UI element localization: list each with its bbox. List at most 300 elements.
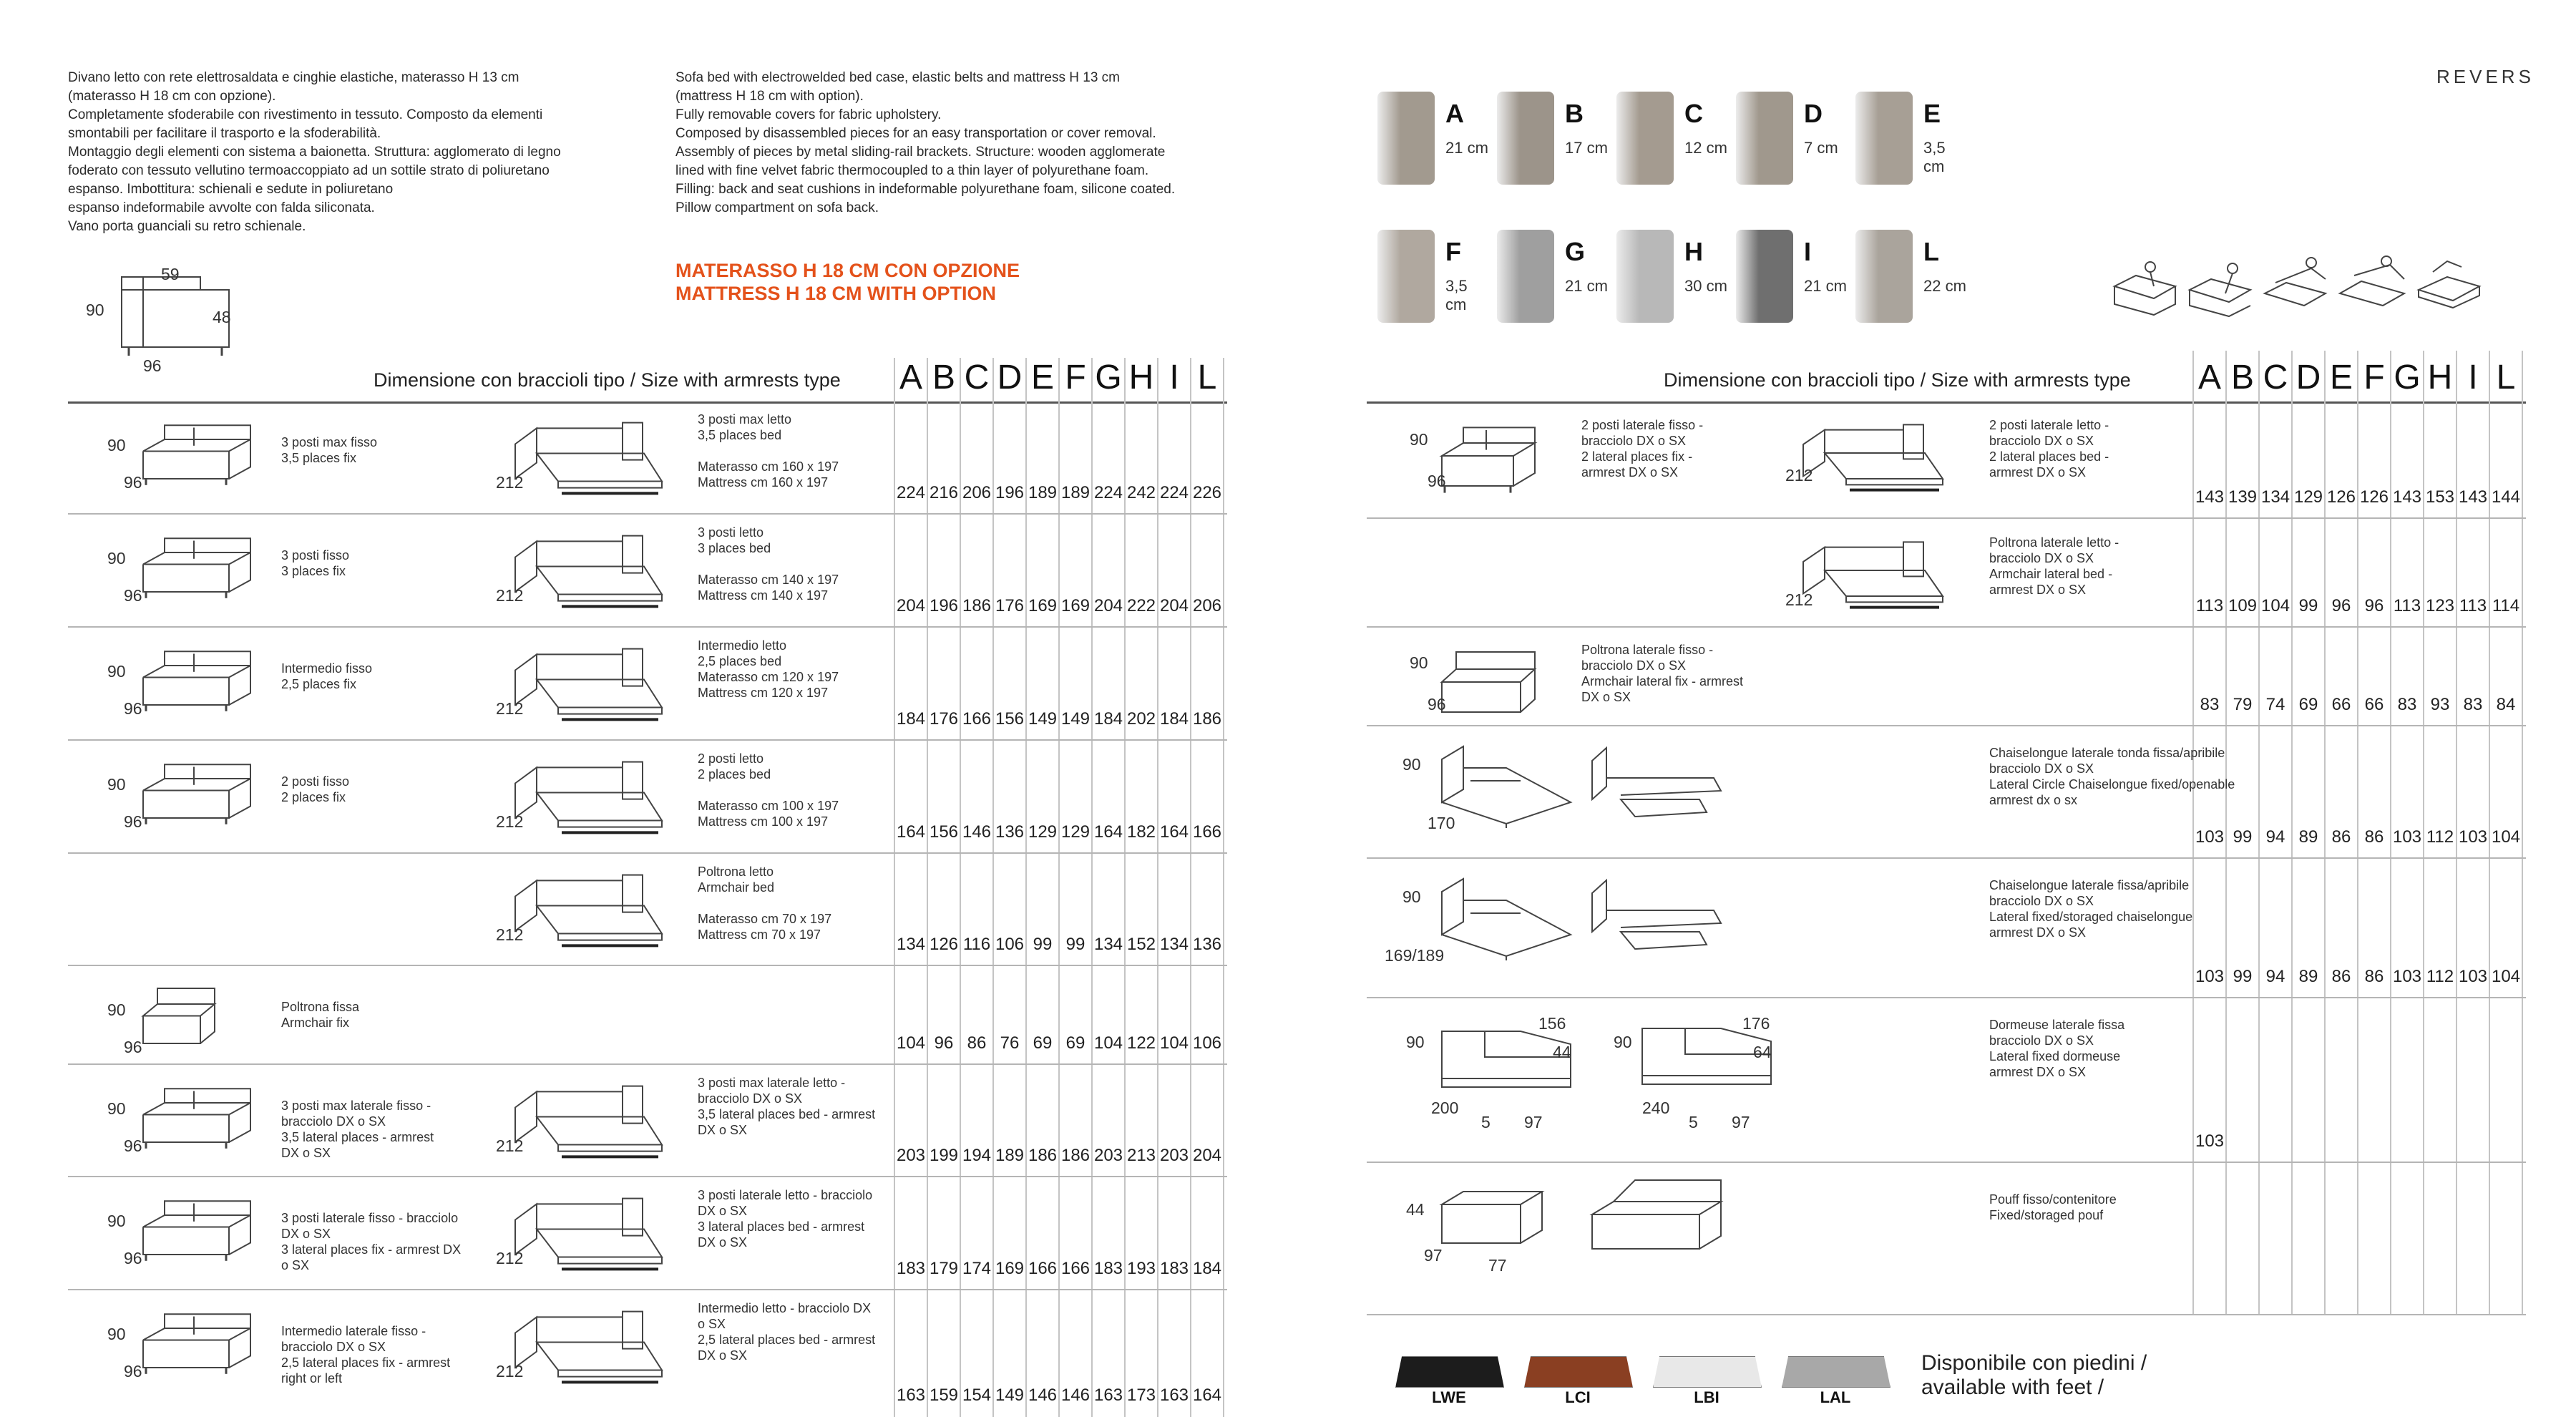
foot-finish-label: LCI bbox=[1565, 1388, 1591, 1406]
value-cell: 122 bbox=[1126, 1033, 1156, 1053]
armrest-letter: C bbox=[1684, 99, 1703, 128]
value-cell: 224 bbox=[1093, 483, 1123, 502]
value-cell: 176 bbox=[929, 709, 959, 729]
value-cell bbox=[2489, 1131, 2522, 1151]
row-values bbox=[894, 709, 1224, 729]
value-cell: 103 bbox=[2195, 967, 2225, 986]
fixed-sofa-label: Intermedio laterale fisso - bracciolo DX o SX 2,5 lateral places fix - armrest right or left bbox=[281, 1324, 451, 1386]
sofa-bed-drawing bbox=[508, 1075, 665, 1168]
armrest-width: 7 cm bbox=[1804, 139, 1838, 157]
column-letter: L bbox=[1197, 359, 1217, 396]
sofa-bed-drawing bbox=[508, 525, 665, 618]
value-cell: 176 bbox=[995, 596, 1025, 615]
dim-bed-length: 212 bbox=[496, 586, 524, 605]
value-cell: 143 bbox=[2392, 487, 2422, 507]
value-cell: 199 bbox=[929, 1146, 959, 1165]
armrest-option bbox=[1736, 92, 1850, 192]
value-cell: 189 bbox=[995, 1146, 1025, 1165]
value-cell: 69 bbox=[1033, 1033, 1053, 1053]
row-values bbox=[894, 1259, 1224, 1279]
dim-width: 96 bbox=[124, 812, 142, 831]
value-cell: 183 bbox=[1093, 1259, 1123, 1278]
dim-width: 96 bbox=[124, 473, 142, 492]
fixed-sofa-drawing bbox=[136, 1192, 265, 1270]
dim-bed-length: 212 bbox=[496, 699, 524, 718]
dimension-label: 90 bbox=[1614, 1033, 1632, 1051]
dim-bed-length: 212 bbox=[496, 1362, 524, 1381]
value-cell: 184 bbox=[896, 709, 926, 729]
dim-bed-length: 212 bbox=[496, 1249, 524, 1267]
value-cell: 126 bbox=[929, 935, 959, 954]
value-cell: 182 bbox=[1126, 822, 1156, 842]
value-cell: 112 bbox=[2426, 827, 2454, 847]
column-letter: F bbox=[1065, 359, 1086, 396]
column-letter: E bbox=[2329, 359, 2353, 396]
dim-height: 90 bbox=[107, 436, 126, 454]
option-italian: MATERASSO H 18 CM CON OPZIONE bbox=[675, 260, 1020, 281]
armrest-swatch bbox=[1616, 92, 1674, 185]
value-cell: 146 bbox=[1028, 1386, 1058, 1405]
module-label: 2 posti laterale letto - bracciolo DX o SX 2 lateral places bed - armrest DX o SX bbox=[1989, 418, 2109, 479]
armrest-letter: H bbox=[1684, 237, 1703, 266]
value-cell: 106 bbox=[995, 935, 1025, 954]
foot-finish-swatch bbox=[1524, 1356, 1633, 1388]
value-cell: 66 bbox=[2331, 695, 2351, 714]
dimension-label: 90 bbox=[1406, 1033, 1425, 1051]
value-cell: 104 bbox=[2491, 827, 2521, 847]
table-row bbox=[1367, 859, 2526, 998]
value-cell: 156 bbox=[995, 709, 1025, 729]
fixed-sofa-drawing bbox=[136, 1305, 265, 1383]
foot-finish-label: LBI bbox=[1694, 1388, 1719, 1406]
value-cell: 86 bbox=[2331, 827, 2351, 847]
sofa-bed-label: 2 posti letto 2 places bed Materasso cm 100 x 197 Mattress cm 100 x 197 bbox=[698, 751, 839, 829]
value-cell: 134 bbox=[1093, 935, 1123, 954]
value-cell: 104 bbox=[2491, 967, 2521, 986]
diagram-width: 96 bbox=[143, 356, 162, 375]
column-letter: D bbox=[2296, 359, 2321, 396]
fixed-sofa-label: 3 posti laterale fisso - bracciolo DX o SX 3 lateral places fix - armrest DX o SX bbox=[281, 1211, 462, 1272]
table-row bbox=[68, 741, 1227, 854]
sofa-bed-label: Intermedio letto - bracciolo DX o SX 2,5 lateral places bed - armrest DX o SX bbox=[698, 1301, 876, 1363]
value-cell: 139 bbox=[2228, 487, 2258, 507]
value-cell: 193 bbox=[1126, 1259, 1156, 1278]
value-cell: 224 bbox=[896, 483, 926, 502]
value-cell: 99 bbox=[2298, 596, 2318, 615]
value-cell: 204 bbox=[896, 596, 926, 615]
value-cell: 169 bbox=[1028, 596, 1058, 615]
value-cell: 183 bbox=[896, 1259, 926, 1278]
armrest-width: 3,5 cm bbox=[1445, 277, 1468, 313]
value-cell: 206 bbox=[1192, 596, 1222, 615]
dimension-label: 5 bbox=[1481, 1113, 1491, 1131]
value-cell: 179 bbox=[929, 1259, 959, 1278]
value-cell: 166 bbox=[1028, 1259, 1058, 1278]
row-values bbox=[894, 1386, 1224, 1406]
value-cell: 103 bbox=[2195, 827, 2225, 847]
armrest-swatch bbox=[1616, 230, 1674, 323]
foot-finish-label: LWE bbox=[1432, 1388, 1466, 1406]
value-cell: 136 bbox=[1192, 935, 1222, 954]
value-cell: 164 bbox=[1159, 822, 1189, 842]
value-cell: 186 bbox=[1028, 1146, 1058, 1165]
module-drawing bbox=[1435, 875, 1578, 960]
value-cell: 129 bbox=[2293, 487, 2323, 507]
value-cell: 156 bbox=[929, 822, 959, 842]
dim-width: 96 bbox=[124, 586, 142, 605]
value-cell: 113 bbox=[2195, 596, 2224, 615]
module-open-drawing bbox=[1585, 739, 1728, 825]
fixed-sofa-drawing bbox=[136, 980, 265, 1059]
row-values bbox=[894, 1146, 1224, 1166]
column-letter: C bbox=[2263, 359, 2288, 396]
value-cell: 86 bbox=[2331, 967, 2351, 986]
value-cell: 166 bbox=[1192, 822, 1222, 842]
armrest-width: 21 cm bbox=[1804, 277, 1847, 295]
dim-bed-length: 212 bbox=[496, 473, 524, 492]
dim-height: 90 bbox=[107, 1099, 126, 1118]
value-cell: 163 bbox=[1093, 1386, 1123, 1405]
armrest-option bbox=[1377, 92, 1492, 192]
armrest-swatch bbox=[1497, 92, 1554, 185]
fixed-sofa-label: 3 posti max fisso 3,5 places fix bbox=[281, 435, 378, 465]
column-letter: I bbox=[1169, 359, 1179, 396]
value-cell: 116 bbox=[962, 935, 991, 954]
value-cell: 99 bbox=[2233, 827, 2253, 847]
module-open-drawing bbox=[1796, 414, 1946, 500]
table-row bbox=[1367, 401, 2526, 519]
value-cell: 203 bbox=[1093, 1146, 1123, 1165]
value-cell: 99 bbox=[1033, 935, 1053, 954]
row-values bbox=[2193, 695, 2522, 715]
sofa-bed-drawing bbox=[508, 638, 665, 731]
value-cell: 164 bbox=[1192, 1386, 1222, 1405]
armrest-swatch bbox=[1497, 230, 1554, 323]
value-cell: 103 bbox=[2392, 967, 2422, 986]
armrest-swatch bbox=[1736, 92, 1793, 185]
armrest-width: 21 cm bbox=[1565, 277, 1608, 295]
sofa-bed-label: 3 posti letto 3 places bed Materasso cm 140 x 197 Mattress cm 140 x 197 bbox=[698, 525, 839, 603]
dimension-label: 96 bbox=[1428, 695, 1446, 714]
value-cell: 196 bbox=[995, 483, 1025, 502]
table-row bbox=[1367, 628, 2526, 726]
value-cell: 202 bbox=[1126, 709, 1156, 729]
value-cell: 154 bbox=[962, 1386, 992, 1405]
value-cell: 134 bbox=[1159, 935, 1189, 954]
table-row bbox=[1367, 998, 2526, 1163]
dim-bed-length: 212 bbox=[1785, 590, 1813, 609]
value-cell: 194 bbox=[962, 1146, 992, 1165]
armrest-width: 21 cm bbox=[1445, 139, 1488, 157]
armrest-option bbox=[1855, 92, 1970, 192]
brand-name: REVERS bbox=[2436, 66, 2534, 87]
dim-width: 96 bbox=[124, 699, 142, 718]
dim-height: 90 bbox=[107, 1000, 126, 1019]
dim-height: 90 bbox=[107, 1325, 126, 1343]
value-cell: 136 bbox=[995, 822, 1025, 842]
value-cell: 104 bbox=[1093, 1033, 1123, 1053]
value-cell: 196 bbox=[929, 596, 959, 615]
table-row bbox=[68, 515, 1227, 628]
fixed-module-label: 2 posti laterale fisso - bracciolo DX o SX 2 lateral places fix - armrest DX o SX bbox=[1581, 418, 1704, 479]
armrest-option bbox=[1497, 230, 1611, 330]
value-cell: 204 bbox=[1192, 1146, 1222, 1165]
value-cell: 134 bbox=[2260, 487, 2290, 507]
armrest-letter: L bbox=[1923, 237, 1939, 266]
value-cell: 183 bbox=[1159, 1259, 1189, 1278]
dimension-label: 240 bbox=[1642, 1099, 1670, 1117]
column-letter: G bbox=[1095, 359, 1122, 396]
module-label: Dormeuse laterale fissa bracciolo DX o SX Lateral fixed dormeuse armrest DX o SX bbox=[1989, 1018, 2125, 1079]
armrest-swatch bbox=[1377, 230, 1435, 323]
column-letter: A bbox=[899, 359, 922, 396]
value-cell: 166 bbox=[962, 709, 992, 729]
sofa-bed-drawing bbox=[508, 1300, 665, 1393]
value-cell: 149 bbox=[1028, 709, 1058, 729]
value-cell: 89 bbox=[2298, 967, 2318, 986]
value-cell: 103 bbox=[2195, 1131, 2225, 1151]
column-letter: H bbox=[1128, 359, 1154, 396]
value-cell: 184 bbox=[1093, 709, 1123, 729]
sofa-bed-label: 3 posti laterale letto - bracciolo DX o SX 3 lateral places bed - armrest DX o SX bbox=[698, 1188, 873, 1250]
fixed-sofa-label: Intermedio fisso 2,5 places fix bbox=[281, 661, 373, 691]
value-cell: 76 bbox=[1000, 1033, 1020, 1053]
dimension-label: 156 bbox=[1538, 1014, 1566, 1033]
module-drawing bbox=[1435, 417, 1549, 503]
dim-width: 96 bbox=[124, 1249, 142, 1267]
row-values bbox=[894, 483, 1224, 503]
dim-width: 96 bbox=[124, 1038, 142, 1056]
value-cell: 126 bbox=[2359, 487, 2389, 507]
value-cell: 99 bbox=[2233, 967, 2253, 986]
value-cell: 163 bbox=[896, 1386, 926, 1405]
value-cell: 189 bbox=[1060, 483, 1091, 502]
value-cell: 66 bbox=[2364, 695, 2384, 714]
armrest-option bbox=[1616, 92, 1731, 192]
dimension-label: 90 bbox=[1410, 653, 1428, 672]
dimension-label: 5 bbox=[1689, 1113, 1698, 1131]
table-row bbox=[68, 1290, 1227, 1417]
dim-bed-length: 212 bbox=[496, 1136, 524, 1155]
foot-finish-label: LAL bbox=[1820, 1388, 1851, 1406]
value-cell: 112 bbox=[2426, 967, 2454, 986]
row-values bbox=[2193, 1131, 2522, 1151]
column-letter: C bbox=[964, 359, 990, 396]
armrest-width: 3,5 cm bbox=[1923, 139, 1946, 175]
value-cell: 104 bbox=[1159, 1033, 1189, 1053]
feet-availability-text: Disponibile con piedini / available with feet / bbox=[1921, 1351, 2147, 1399]
dimension-label: 170 bbox=[1428, 814, 1455, 832]
value-cell: 86 bbox=[2364, 827, 2384, 847]
armrest-letter: A bbox=[1445, 99, 1464, 128]
dimension-label: 96 bbox=[1428, 472, 1446, 490]
sofa-bed-drawing bbox=[508, 1187, 665, 1280]
value-cell bbox=[2325, 1131, 2358, 1151]
column-letter: G bbox=[2394, 359, 2421, 396]
sofa-bed-label: Intermedio letto 2,5 places bed Materasso cm 120 x 197 Mattress cm 120 x 197 bbox=[698, 638, 839, 700]
dim-height: 90 bbox=[107, 1212, 126, 1230]
sofa-bed-label: Poltrona letto Armchair bed Materasso cm 70 x 197 Mattress cm 70 x 197 bbox=[698, 865, 832, 942]
table-row bbox=[68, 1065, 1227, 1177]
value-cell: 222 bbox=[1126, 596, 1156, 615]
value-cell: 114 bbox=[2492, 596, 2520, 615]
column-letter: A bbox=[2197, 359, 2221, 396]
module-drawing bbox=[1435, 1179, 1549, 1265]
value-cell bbox=[2457, 1131, 2489, 1151]
dim-bed-length: 212 bbox=[1785, 466, 1813, 484]
column-letter: B bbox=[2230, 359, 2254, 396]
value-cell: 166 bbox=[1060, 1259, 1091, 1278]
value-cell: 204 bbox=[1093, 596, 1123, 615]
dim-bed-length: 212 bbox=[496, 925, 524, 944]
value-cell: 104 bbox=[896, 1033, 926, 1053]
value-cell: 203 bbox=[896, 1146, 926, 1165]
value-cell: 242 bbox=[1126, 483, 1156, 502]
row-values bbox=[894, 596, 1224, 616]
dim-bed-length: 212 bbox=[496, 812, 524, 831]
right-table-title: Dimensione con braccioli tipo / Size with armrests type bbox=[1664, 369, 2131, 391]
row-values bbox=[2193, 596, 2522, 616]
value-cell: 123 bbox=[2425, 596, 2455, 615]
module-label: Poltrona laterale letto - bracciolo DX o SX Armchair lateral bed - armrest DX o SX bbox=[1989, 535, 2119, 597]
sofa-bed-drawing bbox=[508, 864, 665, 957]
diagram-height: 90 bbox=[86, 301, 104, 319]
fixed-sofa-label: 3 posti max laterale fisso - bracciolo DX o SX 3,5 lateral places - armrest DX o SX bbox=[281, 1099, 434, 1160]
row-values bbox=[2193, 487, 2522, 507]
module-open-drawing bbox=[1796, 532, 1946, 618]
value-cell bbox=[2292, 1131, 2325, 1151]
value-cell: 84 bbox=[2496, 695, 2516, 714]
fixed-sofa-label: 3 posti fisso 3 places fix bbox=[281, 548, 350, 578]
foot-finish-swatch bbox=[1395, 1356, 1504, 1388]
value-cell: 203 bbox=[1159, 1146, 1189, 1165]
diagram-depth: 59 bbox=[161, 265, 180, 283]
armrest-option bbox=[1616, 230, 1731, 330]
value-cell bbox=[2226, 1131, 2259, 1151]
dimension-label: 90 bbox=[1402, 887, 1421, 906]
column-letter: B bbox=[932, 359, 955, 396]
value-cell: 109 bbox=[2228, 596, 2258, 615]
sofa-bed-label: 3 posti max letto 3,5 places bed Materasso cm 160 x 197 Mattress cm 160 x 197 bbox=[698, 412, 839, 490]
value-cell: 169 bbox=[1060, 596, 1091, 615]
value-cell: 134 bbox=[896, 935, 926, 954]
value-cell: 93 bbox=[2430, 695, 2450, 714]
dimension-label: 44 bbox=[1406, 1200, 1425, 1219]
value-cell: 186 bbox=[1192, 709, 1222, 729]
fixed-sofa-drawing bbox=[136, 529, 265, 608]
table-row bbox=[1367, 726, 2526, 859]
dimension-label: 90 bbox=[1402, 755, 1421, 774]
value-cell: 149 bbox=[1060, 709, 1091, 729]
dimension-label: 90 bbox=[1410, 430, 1428, 449]
value-cell bbox=[2259, 1131, 2292, 1151]
module-open-drawing bbox=[1585, 1176, 1728, 1262]
value-cell bbox=[2391, 1131, 2424, 1151]
dimension-label: 97 bbox=[1732, 1113, 1750, 1131]
value-cell: 103 bbox=[2458, 827, 2488, 847]
armrest-letter: I bbox=[1804, 237, 1812, 266]
fixed-sofa-label: Poltrona fissa Armchair fix bbox=[281, 1000, 360, 1030]
left-table-title: Dimensione con braccioli tipo / Size with armrests type bbox=[374, 369, 841, 391]
dimension-label: 77 bbox=[1488, 1256, 1507, 1275]
value-cell: 83 bbox=[2200, 695, 2220, 714]
option-english: MATTRESS H 18 CM WITH OPTION bbox=[675, 283, 997, 304]
column-letter: D bbox=[997, 359, 1023, 396]
value-cell: 129 bbox=[1028, 822, 1058, 842]
value-cell: 153 bbox=[2425, 487, 2455, 507]
value-cell: 83 bbox=[2463, 695, 2483, 714]
foot-finish-swatch bbox=[1782, 1356, 1890, 1388]
module-label: Chaiselongue laterale tonda fissa/apribile bracciolo DX o SX Lateral Circle Chaiselongue fixed/openable armrest dx o sx bbox=[1989, 746, 2235, 807]
column-letter: L bbox=[2496, 359, 2516, 396]
value-cell: 143 bbox=[2458, 487, 2488, 507]
value-cell: 104 bbox=[2260, 596, 2290, 615]
table-row bbox=[68, 1177, 1227, 1290]
dimension-label: 64 bbox=[1753, 1043, 1772, 1061]
value-cell: 163 bbox=[1159, 1386, 1189, 1405]
dimension-label: 176 bbox=[1742, 1014, 1770, 1033]
armrest-option bbox=[1736, 230, 1850, 330]
value-cell: 94 bbox=[2265, 827, 2285, 847]
armrest-letter: E bbox=[1923, 99, 1941, 128]
armrest-swatch bbox=[1377, 92, 1435, 185]
value-cell: 184 bbox=[1159, 709, 1189, 729]
row-values bbox=[2193, 827, 2522, 847]
foot-finish-swatch bbox=[1653, 1356, 1762, 1388]
value-cell: 99 bbox=[1065, 935, 1085, 954]
module-open-drawing bbox=[1585, 872, 1728, 958]
value-cell: 149 bbox=[995, 1386, 1025, 1405]
value-cell: 96 bbox=[934, 1033, 954, 1053]
table-row bbox=[1367, 1163, 2526, 1315]
armrest-letter: G bbox=[1565, 237, 1586, 266]
armrest-width: 30 cm bbox=[1684, 277, 1727, 295]
value-cell: 226 bbox=[1192, 483, 1222, 502]
table-row bbox=[68, 966, 1227, 1065]
value-cell: 106 bbox=[1192, 1033, 1222, 1053]
value-cell bbox=[2358, 1131, 2391, 1151]
dimension-label: 97 bbox=[1524, 1113, 1543, 1131]
sofa-bed-label: 3 posti max laterale letto - bracciolo DX o SX 3,5 lateral places bed - armrest DX o SX bbox=[698, 1076, 876, 1137]
dimension-label: 44 bbox=[1553, 1043, 1571, 1061]
armrest-swatch bbox=[1855, 230, 1913, 323]
sofa-bed-drawing bbox=[508, 751, 665, 844]
dim-width: 96 bbox=[124, 1362, 142, 1381]
value-cell: 129 bbox=[1060, 822, 1091, 842]
table-row bbox=[1367, 519, 2526, 628]
row-values bbox=[894, 1033, 1224, 1053]
fixed-sofa-drawing bbox=[136, 1079, 265, 1158]
value-cell: 173 bbox=[1126, 1386, 1156, 1405]
column-letter: I bbox=[2468, 359, 2478, 396]
armrest-option bbox=[1855, 230, 1970, 330]
armrest-letter: D bbox=[1804, 99, 1823, 128]
value-cell: 146 bbox=[962, 822, 992, 842]
table-row bbox=[68, 401, 1227, 515]
module-label: Chaiselongue laterale fissa/apribile bracciolo DX o SX Lateral fixed/storaged chaiselongue armrest DX o SX bbox=[1989, 878, 2193, 940]
column-letter: H bbox=[2427, 359, 2453, 396]
value-cell: 169 bbox=[995, 1259, 1025, 1278]
module-drawing bbox=[1435, 742, 1578, 828]
value-cell: 164 bbox=[896, 822, 926, 842]
armrest-option bbox=[1377, 230, 1492, 330]
value-cell bbox=[2424, 1131, 2457, 1151]
value-cell: 216 bbox=[929, 483, 959, 502]
value-cell: 152 bbox=[1126, 935, 1156, 954]
dimension-label: 200 bbox=[1431, 1099, 1459, 1117]
fixed-sofa-drawing bbox=[136, 755, 265, 834]
fixed-sofa-drawing bbox=[136, 416, 265, 495]
